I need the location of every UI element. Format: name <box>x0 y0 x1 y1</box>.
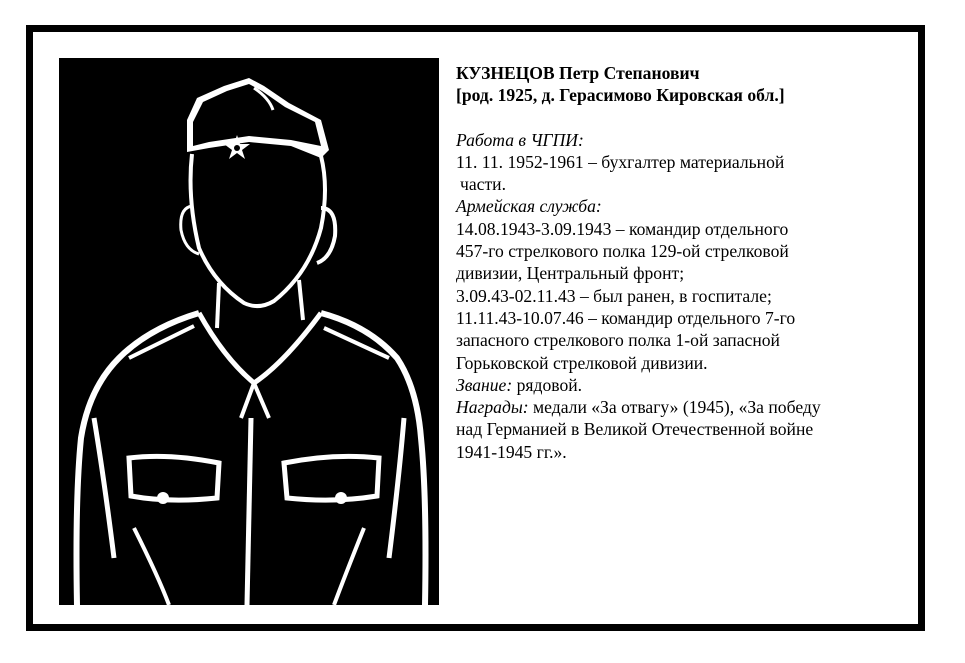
awards-line-2: над Германией в Великой Отечественной войне <box>456 419 814 440</box>
service-label: Армейская служба: <box>456 196 602 217</box>
service-line: дивизии, Центральный фронт; <box>456 263 685 284</box>
service-line: 3.09.43-02.11.43 – был ранен, в госпитале; <box>456 285 772 306</box>
rank-value: рядовой. <box>512 374 583 395</box>
service-line: запасного стрелкового полка 1-ой запасной <box>456 330 780 351</box>
soldier-silhouette-portrait <box>59 58 439 605</box>
awards-label: Награды: <box>456 397 529 418</box>
person-birth: [род. 1925, д. Герасимово Кировская обл.] <box>456 85 785 106</box>
work-label: Работа в ЧГПИ: <box>456 129 584 150</box>
rank-label: Звание: <box>456 374 513 395</box>
rank-row <box>456 374 918 396</box>
service-line: 11.11.43-10.07.46 – командир отдельного 7-го <box>456 307 796 328</box>
document-frame <box>26 25 925 631</box>
biography-text <box>456 62 918 463</box>
awards-line-3: 1941-1945 гг.». <box>456 441 567 462</box>
spacer <box>456 107 918 129</box>
work-line-2: части. <box>460 174 506 195</box>
service-line: 457-го стрелкового полка 129-ой стрелковой <box>456 241 789 262</box>
service-line: 14.08.1943-3.09.1943 – командир отдельного <box>456 218 789 239</box>
awards-line-1: медали «За отвагу» (1945), «За победу <box>528 397 821 418</box>
work-line-1: 11. 11. 1952-1961 – бухгалтер материальной <box>456 151 785 172</box>
service-line: Горьковской стрелковой дивизии. <box>456 352 708 373</box>
awards-row <box>456 396 918 418</box>
person-name: КУЗНЕЦОВ Петр Степанович <box>456 63 700 83</box>
